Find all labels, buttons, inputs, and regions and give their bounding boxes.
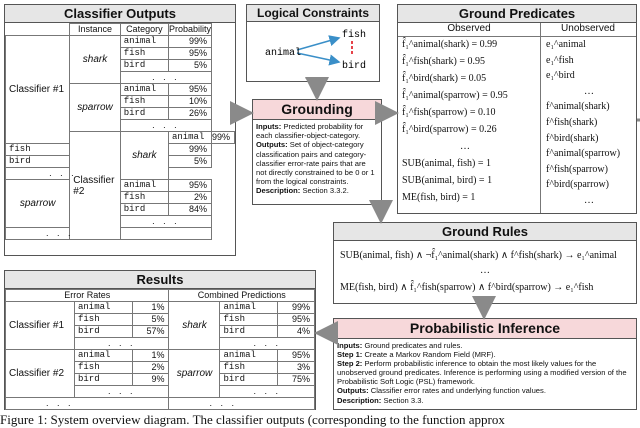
observed-predicate: f̂₁^fish(shark) = 0.95: [402, 56, 485, 67]
ground-rules-ellipsis: …: [480, 265, 490, 276]
ellipsis-cell: . . .: [6, 228, 212, 240]
combined-value-cell: 4%: [278, 326, 315, 338]
inference-description-text: Section 3.3.: [383, 395, 424, 405]
inference-step2-text: Perform probabilistic inference to obtain the most likely values for the unobserved ground predicates. Inference is performing using a modified version of the Probabilistic Soft Logic (PSL) framework.: [337, 359, 627, 387]
inference-outputs-label: Outputs:: [337, 386, 369, 396]
ground-predicates-panel: [397, 4, 637, 214]
category-cell: bird: [120, 108, 168, 120]
classifier-outputs-table: [5, 23, 235, 240]
header-row: [6, 290, 315, 302]
observed-predicate: …: [460, 141, 470, 152]
category-cell: animal: [220, 302, 278, 314]
category-cell: animal: [120, 180, 168, 192]
unobserved-predicate: …: [584, 85, 594, 97]
probability-cell: 26%: [168, 108, 211, 120]
inference-step2-label: Step 2:: [337, 359, 363, 369]
observed-predicate: f̂₁^animal(shark) = 0.99: [402, 39, 498, 50]
inference-inputs-label: Inputs:: [337, 341, 363, 350]
ground-rules-panel: [333, 222, 637, 304]
combined-value-cell: 3%: [278, 362, 315, 374]
table-row: [6, 36, 235, 48]
classifier-label: Classifier #2: [70, 132, 120, 240]
category-cell: bird: [220, 326, 278, 338]
classifier-label: Classifier #2: [6, 350, 75, 398]
instance-name: sparrow: [169, 350, 220, 398]
classifier-label: Classifier #1: [6, 302, 75, 350]
error-rate-cell: 5%: [132, 314, 169, 326]
grounding-outputs-label: Outputs:: [256, 140, 288, 150]
category-cell: fish: [75, 314, 133, 326]
ellipsis-row: [6, 168, 235, 180]
category-cell: animal: [75, 302, 133, 314]
inference-step1-label: Step 1:: [337, 350, 363, 360]
classifier-outputs-grid: [5, 23, 235, 240]
category-cell: bird: [75, 326, 133, 338]
ground-rule-1: SUB(animal, fish) ∧ ¬f̂₁^animal(shark) ∧ f^fish(shark) → e₁^animal: [340, 250, 617, 261]
error-rate-cell: 2%: [132, 362, 169, 374]
observed-predicate: f̂₁^animal(sparrow) = 0.95: [402, 90, 508, 101]
logical-constraints-title: Logical Constraints: [247, 5, 379, 22]
inference-description-label: Description:: [337, 395, 382, 405]
ellipsis-cell: . . .: [75, 338, 169, 350]
edge-animal-fish: [297, 38, 339, 50]
category-cell: fish: [220, 314, 278, 326]
observed-predicate: SUB(animal, fish) = 1: [402, 158, 491, 169]
ellipsis-cell: . . .: [6, 398, 169, 410]
inference-step1-text: Create a Markov Random Field (MRF).: [364, 350, 496, 360]
category-cell: fish: [120, 48, 168, 60]
ellipsis-cell: . . .: [6, 168, 121, 180]
ellipsis-row: [6, 228, 235, 240]
category-cell: bird: [120, 60, 168, 72]
unobserved-predicate: f^fish(sparrow): [546, 163, 608, 175]
probabilistic-inference-title: Probabilistic Inference: [334, 319, 636, 339]
table-row: [6, 180, 235, 192]
node-bird: bird: [342, 61, 367, 72]
logical-constraints-panel: [246, 4, 380, 82]
classifier-label: Classifier #1: [6, 36, 70, 144]
grounding-panel: [252, 99, 382, 205]
node-animal: animal: [265, 48, 302, 59]
ground-rule-2: ME(fish, bird) ∧ f̂₁^fish(sparrow) ∧ f^bird(sparrow) → e₁^fish: [340, 282, 594, 293]
grounding-description: [253, 120, 381, 198]
inference-description: [334, 339, 636, 407]
inference-outputs-text: Classifier error rates and underlying function values.: [370, 386, 546, 396]
error-rates-header: Error Rates: [6, 290, 169, 302]
results-panel: [4, 270, 316, 410]
grounding-inputs-label: Inputs:: [256, 122, 282, 131]
category-cell: bird: [220, 374, 278, 386]
ellipsis-cell: . . .: [220, 386, 315, 398]
combined-value-cell: 99%: [278, 302, 315, 314]
figure-caption: Figure 1: System overview diagram. The classifier outputs (corresponding to the function approx: [0, 412, 505, 427]
observed-predicate: f̂₁^bird(sparrow) = 0.26: [402, 124, 497, 135]
unobserved-predicate: e₁^animal: [546, 39, 586, 50]
category-cell: animal: [168, 132, 211, 144]
observed-header: Observed: [398, 23, 541, 37]
unobserved-predicate: e₁^fish: [546, 54, 574, 66]
unobserved-predicate: f^animal(shark): [546, 101, 610, 113]
unobserved-predicate: e₁^bird: [546, 70, 575, 82]
combined-predictions-header: Combined Predictions: [169, 290, 315, 302]
probability-cell: 99%: [168, 36, 211, 48]
instance-name: shark: [169, 302, 220, 350]
probability-cell: 5%: [168, 156, 211, 168]
ellipsis-cell: . . .: [120, 120, 211, 132]
category-cell: fish: [120, 192, 168, 204]
category-cell: animal: [120, 36, 168, 48]
instance-name: sparrow: [6, 180, 70, 228]
category-cell: fish: [75, 362, 133, 374]
error-rate-cell: 1%: [132, 302, 169, 314]
ground-predicates-title: Ground Predicates: [398, 5, 636, 23]
constraint-graph: [247, 22, 379, 82]
probability-cell: 99%: [168, 144, 211, 156]
probability-cell: 95%: [168, 48, 211, 60]
results-grid: [5, 289, 315, 410]
unobserved-predicate: f^bird(shark): [546, 132, 599, 144]
probability-cell: 99%: [211, 132, 234, 144]
results-title: Results: [5, 271, 315, 289]
unobserved-predicate: f^fish(shark): [546, 117, 598, 128]
blank-header: [6, 24, 70, 36]
instance-name: shark: [70, 36, 120, 84]
probability-cell: 84%: [168, 204, 211, 216]
category-cell: bird: [120, 204, 168, 216]
header-row: [6, 24, 235, 36]
predicate-divider: [540, 36, 541, 213]
category-cell: fish: [6, 144, 70, 156]
ellipsis-cell: . . .: [120, 72, 211, 84]
grounding-title: Grounding: [253, 100, 381, 120]
category-cell: fish: [220, 362, 278, 374]
error-rate-cell: 9%: [132, 374, 169, 386]
probability-cell: 5%: [168, 60, 211, 72]
category-cell: bird: [75, 374, 133, 386]
category-cell: animal: [75, 350, 133, 362]
error-rate-cell: 1%: [132, 350, 169, 362]
grounding-description-label: Description:: [256, 186, 301, 196]
ellipsis-cell: . . .: [75, 386, 169, 398]
inference-inputs-text: Ground predicates and rules.: [364, 341, 463, 350]
error-rate-cell: 57%: [132, 326, 169, 338]
column-header: Probability: [168, 24, 211, 34]
ellipsis-row: [6, 398, 315, 410]
category-cell: animal: [220, 350, 278, 362]
unobserved-predicate: …: [584, 195, 594, 206]
category-cell: fish: [120, 96, 168, 108]
node-fish: fish: [342, 30, 367, 41]
probability-cell: 95%: [168, 84, 211, 96]
unobserved-predicate: f^animal(sparrow): [546, 148, 621, 160]
table-row: [6, 302, 315, 314]
observed-predicate: f̂₁^bird(shark) = 0.05: [402, 73, 487, 84]
unobserved-header: Unobserved: [540, 23, 636, 37]
ellipsis-cell: . . .: [120, 216, 211, 228]
observed-predicate: SUB(animal, bird) = 1: [402, 175, 493, 186]
combined-value-cell: 95%: [278, 350, 315, 362]
grounding-outputs-text: Set of object-category classification pairs and category-classifier error-rate pairs that are not directly constrained to be 0 or 1 from the logical constraints.: [256, 140, 375, 187]
ellipsis-cell: . . .: [169, 398, 315, 410]
classifier-outputs-panel: [4, 4, 236, 256]
probabilistic-inference-panel: [333, 318, 637, 410]
instance-name: shark: [120, 132, 168, 180]
column-header: Instance: [70, 24, 120, 36]
grounding-inputs-text: Predicted probability for each classifier-object-category.: [256, 122, 364, 141]
category-cell: bird: [6, 156, 70, 168]
observed-predicate: f̂₁^fish(sparrow) = 0.10: [402, 107, 496, 118]
combined-value-cell: 75%: [278, 374, 315, 386]
combined-value-cell: 95%: [278, 314, 315, 326]
constraints-ellipsis: . . .: [305, 71, 318, 81]
results-table: [5, 289, 315, 410]
unobserved-predicate: f^bird(sparrow): [546, 179, 610, 191]
observed-predicate: ME(fish, bird) = 1: [402, 192, 476, 203]
column-header: Category: [120, 24, 168, 36]
table-row: [6, 350, 315, 362]
instance-name: sparrow: [70, 84, 120, 132]
ellipsis-cell: . . .: [220, 338, 315, 350]
probability-cell: 2%: [168, 192, 211, 204]
edge-animal-bird: [297, 53, 339, 62]
grounding-description-text: Section 3.3.2.: [302, 186, 349, 196]
probability-cell: 95%: [168, 180, 211, 192]
category-cell: animal: [120, 84, 168, 96]
ground-rules-title: Ground Rules: [334, 223, 636, 241]
classifier-outputs-title: Classifier Outputs: [5, 5, 235, 23]
probability-cell: 10%: [168, 96, 211, 108]
